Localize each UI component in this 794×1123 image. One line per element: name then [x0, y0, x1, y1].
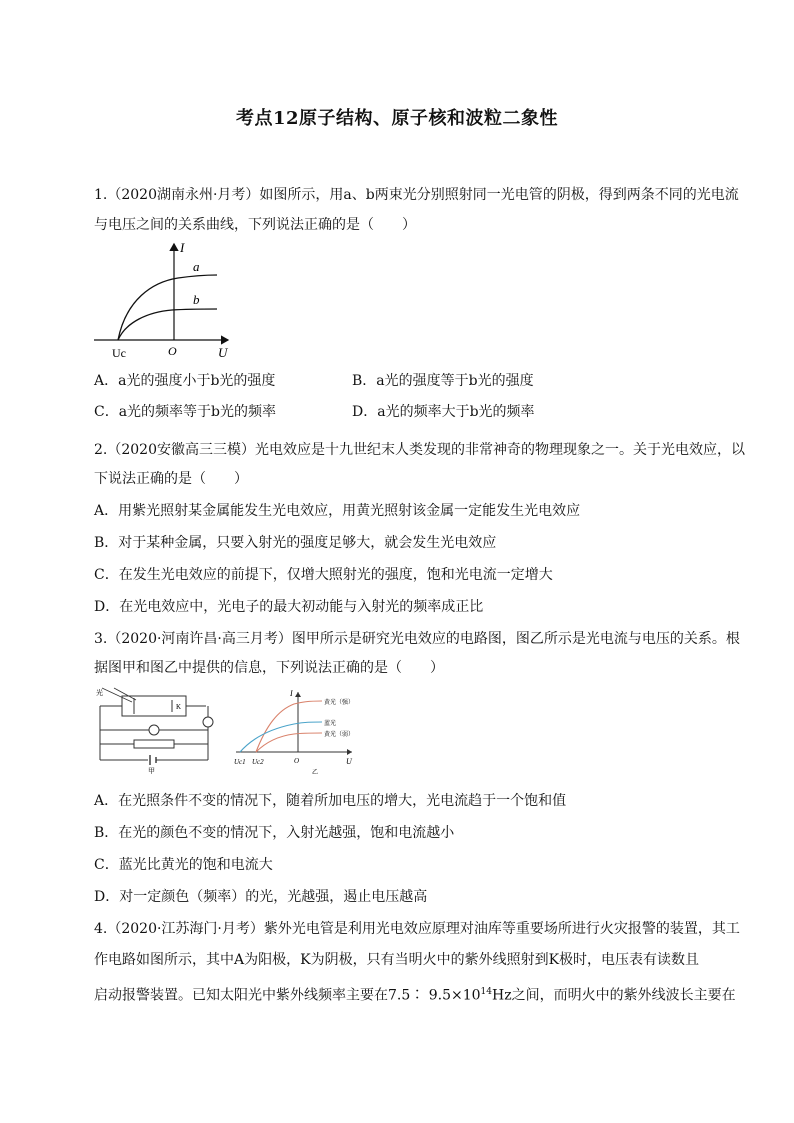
- q4-line3-part1: 启动报警装置。已知太阳光中紫外线频率主要在7.5∶ 9.5×10: [94, 987, 481, 1004]
- q3-graph-caption: 乙: [312, 770, 319, 776]
- page-title: 考点12原子结构、原子核和波粒二象性: [235, 108, 559, 129]
- q3-uc2-label: Uc2: [252, 758, 264, 766]
- q3-uc1-label: Uc1: [234, 758, 246, 766]
- q3-x-label: U: [346, 757, 352, 766]
- q1-stem-line1: 1.（2020湖南永州·月考）如图所示，用a、b两束光分别照射同一光电管的阴极，得到两条不同的光电流: [94, 187, 739, 203]
- q3-ammeter: [203, 717, 213, 727]
- q3-curve2-label: 蓝光: [324, 721, 337, 727]
- q3-tube-label: K: [176, 703, 182, 711]
- q1-option-a: A．a光的强度小于b光的强度: [94, 373, 276, 389]
- q3-curve-yellow-weak: [256, 733, 322, 752]
- q3-option-b: B．在光的颜色不变的情况下，入射光越强，饱和电流越小: [94, 825, 455, 841]
- q3-voltmeter: [149, 725, 159, 735]
- q3-current-voltage-graph: [232, 686, 358, 778]
- q2-option-d: D．在光电效应中，光电子的最大初动能与入射光的频率成正比: [94, 599, 484, 615]
- q1-option-c: C．a光的频率等于b光的频率: [94, 404, 277, 420]
- q3-light-label: 光: [96, 689, 103, 697]
- q3-stem-line1: 3.（2020·河南许昌·高三月考）图甲所示是研究光电效应的电路图，图乙所示是光电流与电压的关系。根: [94, 631, 740, 647]
- q1-curve-a: [118, 275, 217, 340]
- q3-curve1-label: 黄光（强）: [324, 700, 355, 706]
- q3-y-label: I: [290, 689, 293, 698]
- q3-rheostat: [134, 740, 174, 748]
- q1-graph: [92, 240, 242, 362]
- q4-line3-exponent: 14: [480, 987, 492, 997]
- q4-stem-line2: 作电路如图所示，其中A为阳极，K为阴极，只有当明火中的紫外线照射到K极时，电压表有读数且: [94, 952, 700, 968]
- q1-option-d: D．a光的频率大于b光的频率: [352, 404, 535, 420]
- q1-stem-line2: 与电压之间的关系曲线，下列说法正确的是（ ）: [94, 217, 416, 233]
- q1-curve-a-label: a: [193, 259, 200, 274]
- q3-option-c: C．蓝光比黄光的饱和电流大: [94, 857, 273, 873]
- q1-x-label: U: [218, 345, 228, 360]
- q3-curve3-label: 黄光（弱）: [324, 732, 355, 738]
- q4-stem-line3: [94, 982, 734, 1006]
- q2-option-a: A．用紫光照射某金属能发生光电效应，用黄光照射该金属一定能发生光电效应: [94, 503, 581, 519]
- q1-curve-b: [118, 309, 217, 340]
- q3-option-d: D．对一定颜色（频率）的光，光越强，遏止电压越高: [94, 889, 428, 905]
- q4-line3-part2: Hz之间，而明火中的紫外线波长主要在: [491, 987, 736, 1004]
- q3-option-a: A．在光照条件不变的情况下，随着所加电压的增大，光电流趋于一个饱和值: [94, 793, 567, 809]
- q3-origin-label: O: [294, 757, 300, 765]
- q1-uc-label: Uc: [112, 346, 126, 360]
- q3-circuit-diagram: [94, 686, 220, 774]
- q1-curve-b-label: b: [193, 292, 200, 307]
- q1-origin-label: O: [168, 344, 177, 358]
- q2-stem-line2: 下说法正确的是（ ）: [94, 471, 248, 487]
- q3-circuit-caption: 甲: [148, 767, 155, 774]
- q2-option-b: B．对于某种金属，只要入射光的强度足够大，就会发生光电效应: [94, 535, 497, 551]
- q2-option-c: C．在发生光电效应的前提下，仅增大照射光的强度，饱和光电流一定增大: [94, 567, 553, 583]
- q1-option-b: B．a光的强度等于b光的强度: [352, 373, 534, 389]
- q1-y-label: I: [180, 240, 185, 255]
- q4-stem-line1: 4.（2020·江苏海门·月考）紫外光电管是利用光电效应原理对油库等重要场所进行火灾报警的装置，其工: [94, 921, 740, 937]
- q2-stem-line1: 2.（2020安徽高三三模）光电效应是十九世纪末人类发现的非常神奇的物理现象之一。关于光电效应，以: [94, 442, 745, 458]
- q3-stem-line2: 据图甲和图乙中提供的信息，下列说法正确的是（ ）: [94, 660, 444, 676]
